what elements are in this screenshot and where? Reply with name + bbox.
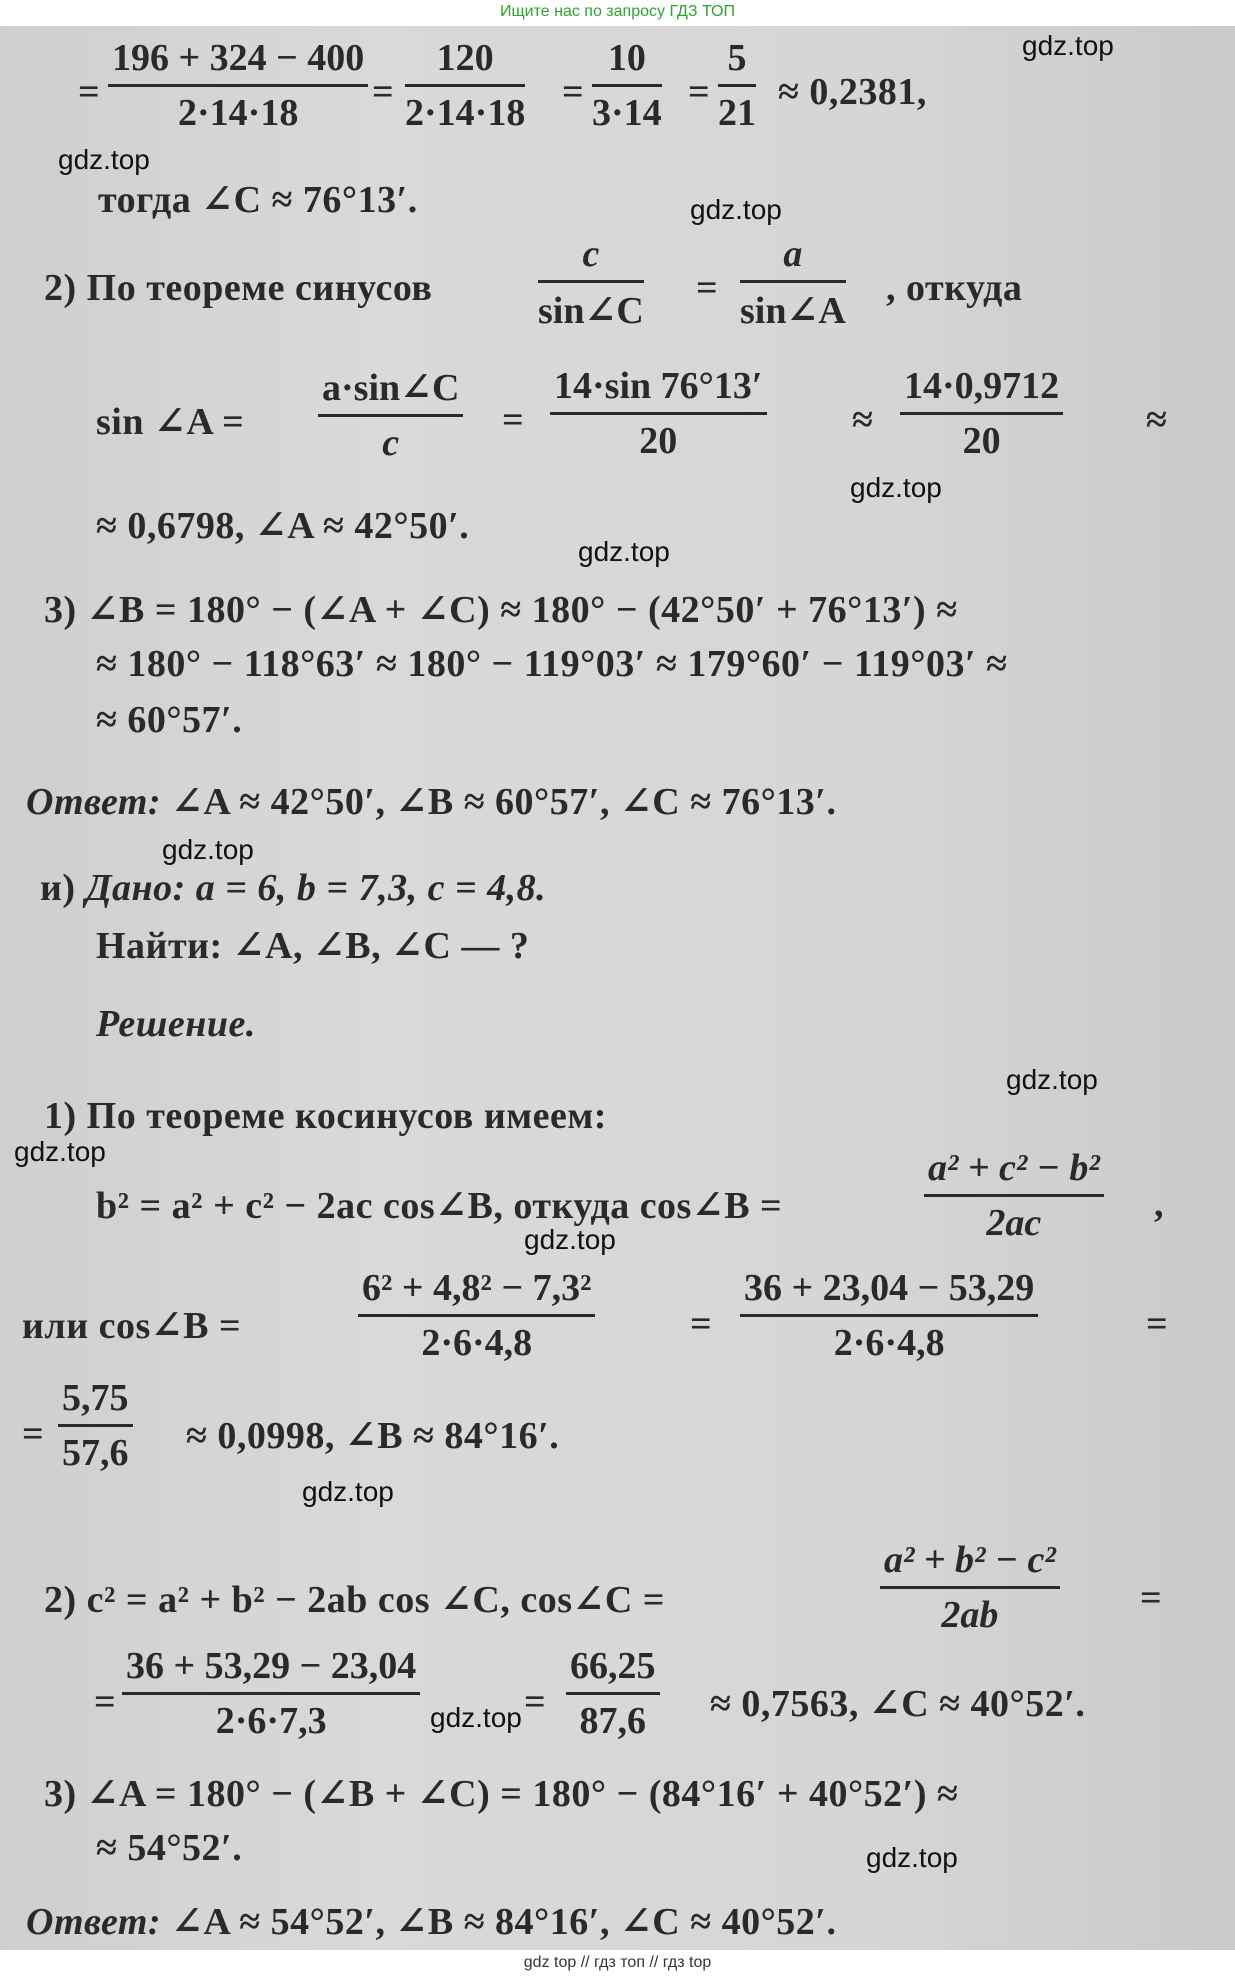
- step-3-i-line-1: 3) ∠A = 180° − (∠B + ∠C) = 180° − (84°16′ + 40°52′) ≈: [44, 1773, 959, 1815]
- step-3-i-line-2: ≈ 54°52′.: [96, 1827, 243, 1869]
- fraction-sin-a-numeric: $\frac{14\cdot 0,9712}{20}$: [900, 364, 1063, 463]
- watermark: gdz.top: [690, 194, 782, 225]
- angle-a-result: ≈ 0,6798, ∠A ≈ 42°50′.: [96, 505, 470, 547]
- fraction-cos-c-simplified: $\frac{66,25}{87,6}$: [566, 1644, 660, 1743]
- watermark: gdz.top: [866, 1842, 958, 1873]
- fraction-a-over-sin-a: $\frac{a}{\sin\angle A}$: [740, 233, 846, 332]
- equals-sign: =: [372, 71, 395, 113]
- fraction-cos-c-formula: $\frac{\text{a² + b² − c²}}{2ab}$: [880, 1538, 1060, 1637]
- given-values: a = 6, b = 7,3, c = 4,8.: [195, 867, 547, 909]
- part-i-given: [40, 866, 546, 910]
- watermark: gdz.top: [58, 144, 150, 175]
- watermark: gdz.top: [850, 472, 942, 503]
- textbook-page: [0, 26, 1235, 1950]
- step-2-sine-theorem: 2) По теореме синусов: [44, 267, 433, 309]
- answer-i: [26, 1898, 836, 1944]
- equals-sign: =: [1146, 1303, 1169, 1345]
- step-3-line-3: ≈ 60°57′.: [96, 699, 243, 741]
- angle-c-result: тогда ∠C ≈ 76°13′.: [98, 179, 418, 221]
- equals-sign: =: [562, 71, 585, 113]
- equals-sign: =: [94, 1681, 117, 1723]
- fraction-cos-c-2: $\frac{120}{2\cdot 14\cdot 18}$: [405, 37, 526, 134]
- answer-text: ∠A ≈ 42°50′, ∠B ≈ 60°57′, ∠C ≈ 76°13′.: [171, 781, 837, 823]
- part-i-label: и): [40, 867, 76, 909]
- approx-sign: ≈: [1146, 399, 1168, 441]
- equals-sign: =: [688, 71, 711, 113]
- solution-label: Решение.: [96, 1003, 256, 1045]
- angle-c-result-i: ≈ 0,7563, ∠C ≈ 40°52′.: [710, 1683, 1086, 1725]
- comma: ,: [1154, 1183, 1164, 1225]
- watermark: gdz.top: [524, 1224, 616, 1255]
- approx-sign: ≈: [852, 399, 874, 441]
- sin-a-label: sin ∠A =: [96, 401, 245, 443]
- answer-text: ∠A ≈ 54°52′, ∠B ≈ 84°16′, ∠C ≈ 40°52′.: [171, 1901, 837, 1943]
- watermark: gdz.top: [162, 834, 254, 865]
- equals-sign: =: [524, 1681, 547, 1723]
- equals-sign: =: [502, 399, 525, 441]
- watermark: gdz.top: [578, 536, 670, 567]
- fraction-cos-c-1: $\frac{196 + 324 - 400}{2\cdot 14\cdot 18}$: [108, 36, 368, 135]
- fraction-cos-b-expanded: $\frac{36 + 23,04 - 53,29}{2\cdot 6\cdot 4,8}$: [740, 1266, 1038, 1365]
- fraction-cos-c-3: $\frac{10}{3\cdot 14}$: [592, 37, 662, 134]
- cosine-formula-b: b² = a² + c² − 2ac cos∠B, откуда cos∠B =: [96, 1185, 783, 1227]
- answer-label: Ответ:: [26, 1901, 162, 1943]
- watermark: gdz.top: [302, 1476, 394, 1507]
- watermark: gdz.top: [430, 1702, 522, 1733]
- fraction-cos-b-values: $\frac{\text{6² + 4,8² − 7,3²}}{2\cdot 6\cdot 4,8}$: [358, 1266, 595, 1365]
- whence-text: , откуда: [886, 267, 1023, 309]
- angle-b-result: ≈ 0,0998, ∠B ≈ 84°16′.: [186, 1415, 560, 1457]
- equals-sign: =: [1140, 1577, 1163, 1619]
- watermark: gdz.top: [14, 1136, 106, 1167]
- fraction-sin-a-values: $\frac{14\cdot\sin 76^\circ 13'}{20}$: [550, 364, 767, 463]
- step-3-line-1: 3) ∠B = 180° − (∠A + ∠C) ≈ 180° − (42°50′ + 76°13′) ≈: [44, 589, 958, 631]
- answer-label: Ответ:: [26, 781, 162, 823]
- equals-sign: =: [78, 71, 101, 113]
- step-1-cosine-theorem: 1) По теореме косинусов имеем:: [44, 1095, 607, 1137]
- answer-prev: [26, 778, 836, 824]
- cosine-formula-c: 2) c² = a² + b² − 2ab cos ∠C, cos∠C =: [44, 1579, 665, 1621]
- or-cos-b-label: или cos∠B =: [22, 1305, 242, 1347]
- fraction-cos-b-formula: $\frac{\text{a² + c² − b²}}{2ac}$: [924, 1146, 1104, 1245]
- given-label: Дано:: [85, 867, 186, 909]
- find-line: Найти: ∠A, ∠B, ∠C — ?: [96, 925, 530, 967]
- cos-c-approx: ≈ 0,2381,: [778, 71, 927, 113]
- equals-sign: =: [696, 267, 719, 309]
- step-3-line-2: ≈ 180° − 118°63′ ≈ 180° − 119°03′ ≈ 179°60′ − 119°03′ ≈: [96, 643, 1008, 685]
- footer-banner[interactable]: gdz top // гдз топ // гдз top: [0, 1950, 1235, 1976]
- equals-sign: =: [690, 1303, 713, 1345]
- fraction-cos-c-4: $\frac{5}{21}$: [718, 37, 756, 134]
- search-banner[interactable]: Ищите нас по запросу ГДЗ ТОП: [0, 0, 1235, 26]
- fraction-cos-b-simplified: $\frac{5,75}{57,6}$: [58, 1376, 133, 1475]
- fraction-sin-a-formula: $\frac{a\cdot\sin\angle C}{c}$: [318, 364, 463, 465]
- watermark: gdz.top: [1006, 1064, 1098, 1095]
- fraction-cos-c-values: $\frac{36 + 53,29 - 23,04}{2\cdot 6\cdot 7,3}$: [122, 1644, 420, 1743]
- fraction-c-over-sin-c: $\frac{c}{\sin\angle C}$: [538, 233, 644, 332]
- watermark: gdz.top: [1022, 30, 1114, 61]
- equals-sign: =: [22, 1413, 45, 1455]
